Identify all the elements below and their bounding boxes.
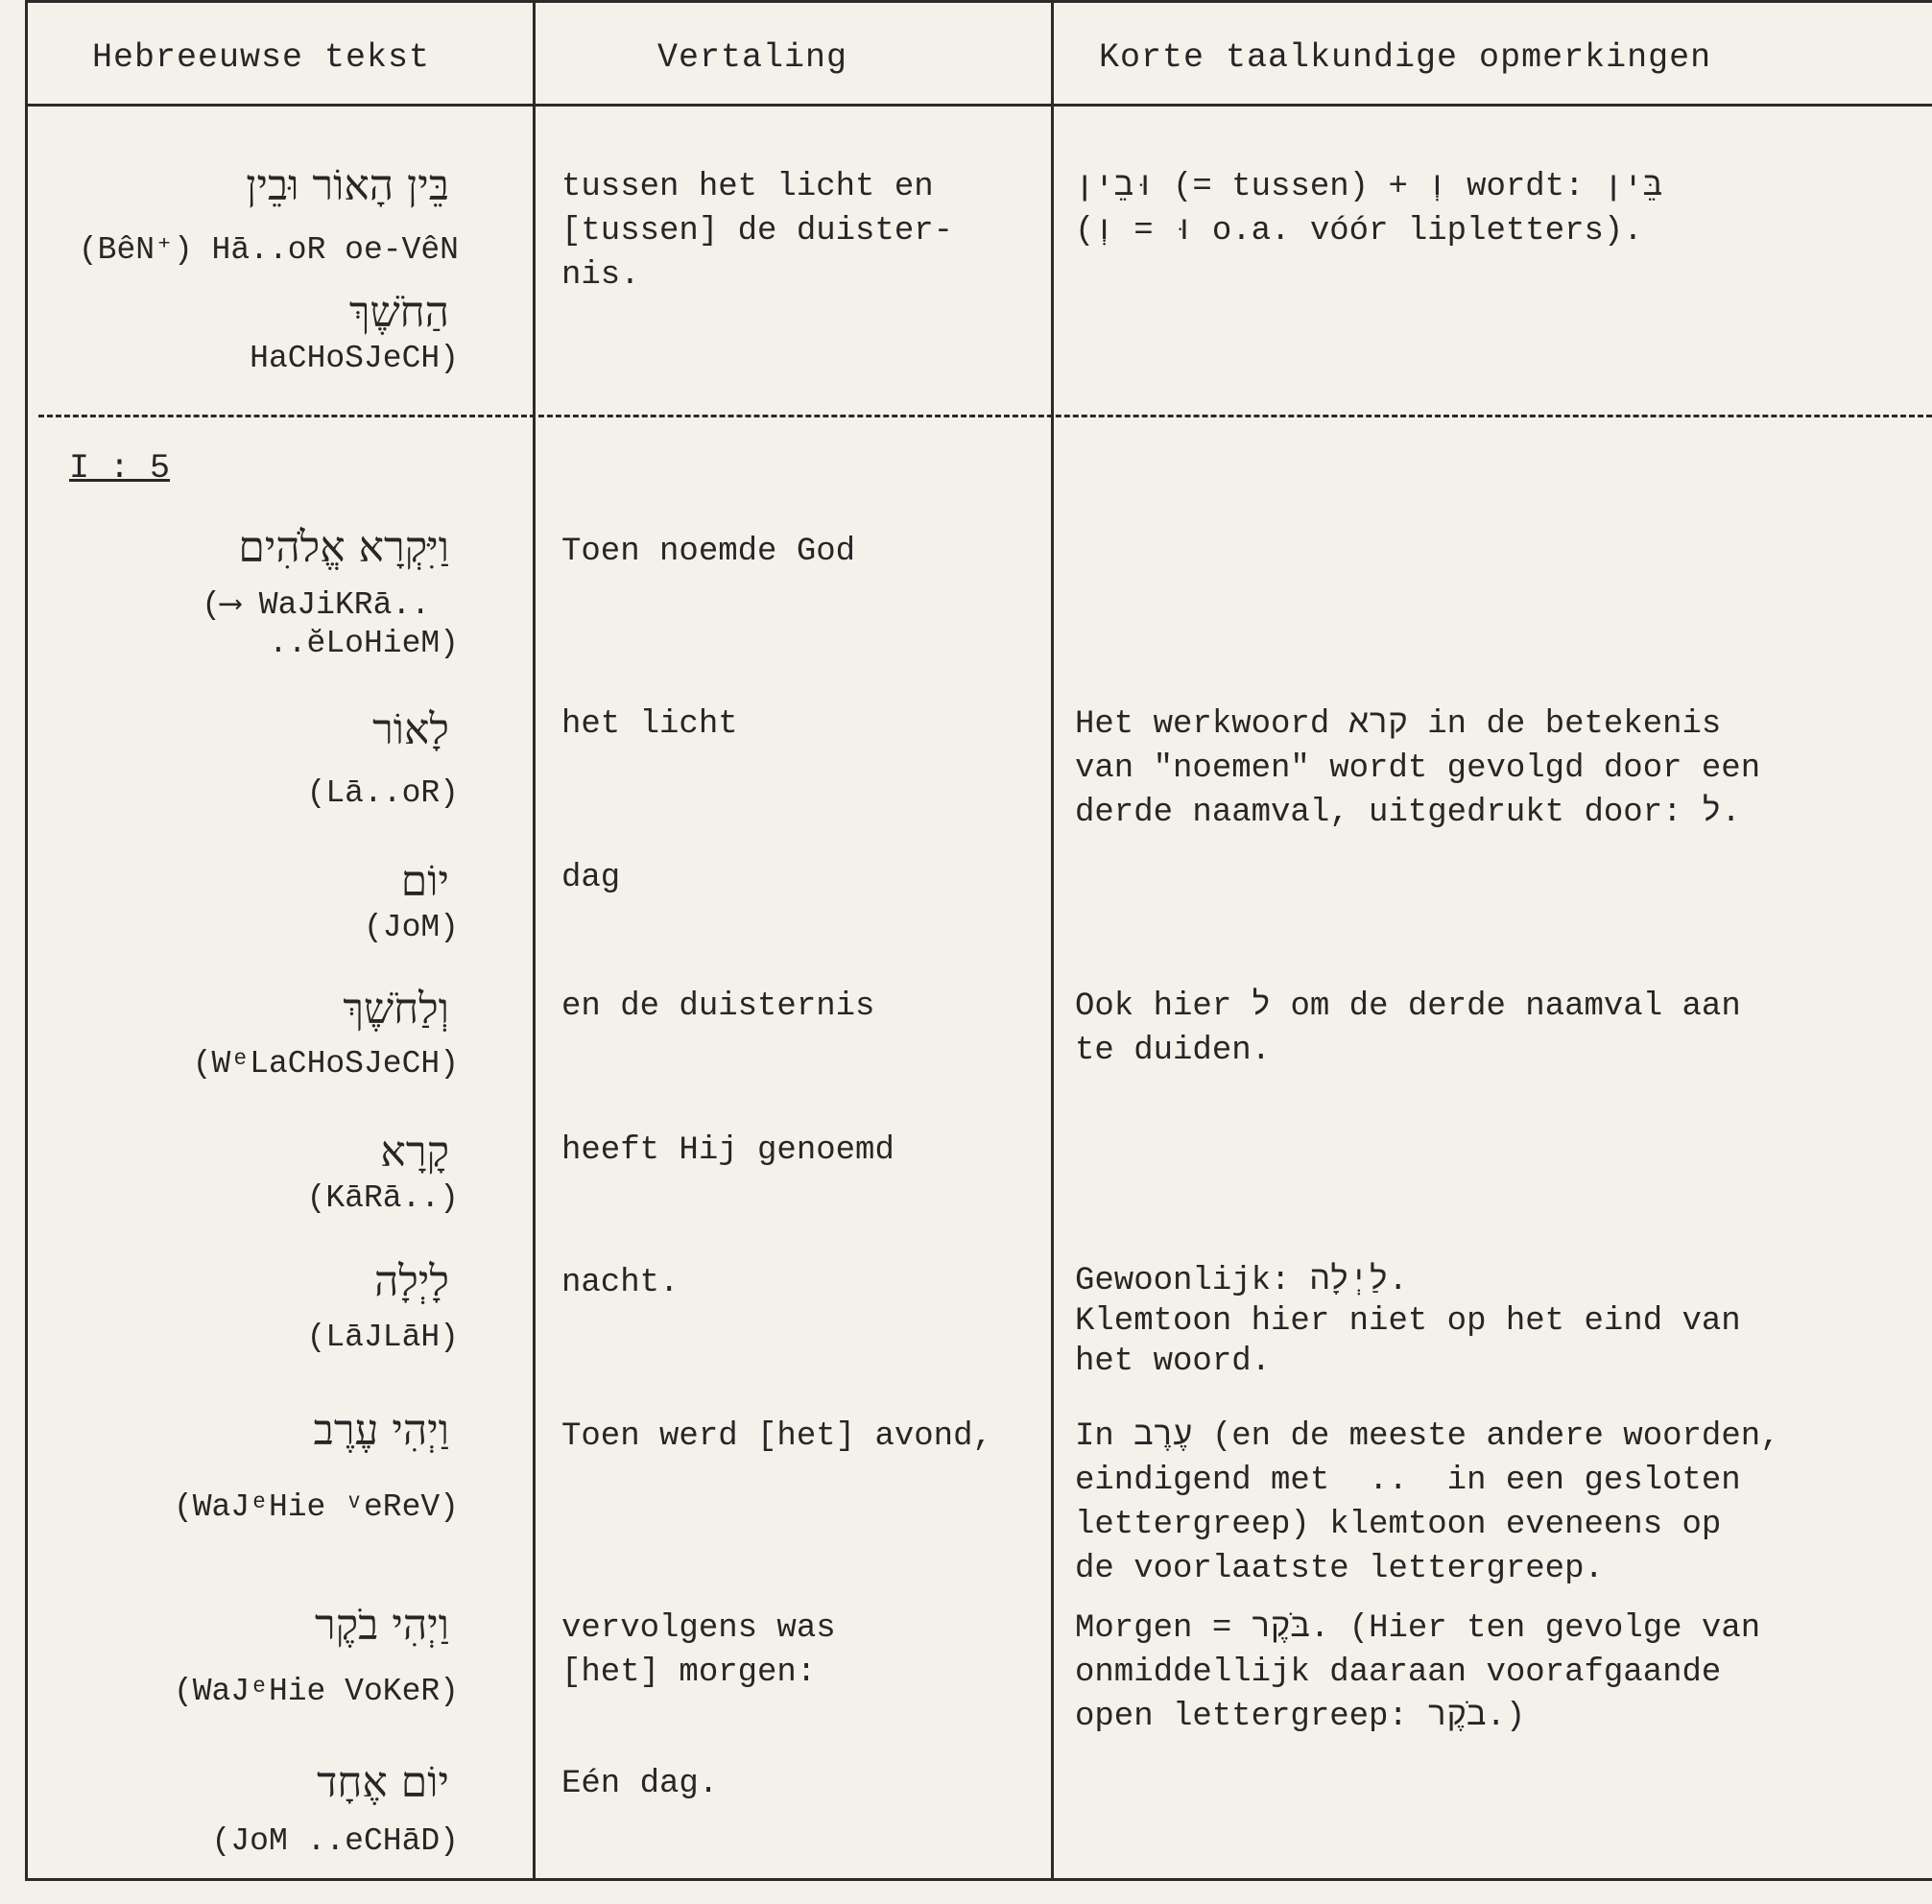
translation-text: Eén dag. xyxy=(561,1766,719,1802)
transliteration: (JoM) xyxy=(363,910,459,945)
transliteration: (WaJᵉHie VoKeR) xyxy=(173,1674,459,1709)
translation-text: Toen werd [het] avond, xyxy=(561,1418,992,1455)
translation-text: nacht. xyxy=(561,1265,680,1301)
transliteration: (KāRā..) xyxy=(306,1180,459,1216)
transliteration: (WaJᵉHie ᵛeReV) xyxy=(173,1489,459,1525)
header-notes: Korte taalkundige opmerkingen xyxy=(1099,38,1712,77)
translation-text: vervolgens was [het] morgen: xyxy=(561,1610,836,1691)
note-text: In עֶרֶב (en de meeste andere woorden, eindigend met .. in een gesloten lettergreep) klemtoon eveneens op de voorlaatste lettergreep. xyxy=(1075,1418,1780,1587)
translation-text: tussen het licht en [tussen] de duister- nis. xyxy=(561,169,954,294)
transliteration-continued: ..ĕLoHieM) xyxy=(268,626,459,661)
note-text: Gewoonlijk: לַיְלָה. Klemtoon hier niet op het eind van het woord. xyxy=(1075,1263,1741,1380)
translation-text: heeft Hij genoemd xyxy=(561,1132,894,1169)
transliteration: (WᵉLaCHoSJeCH) xyxy=(192,1046,459,1082)
translation-text: het licht xyxy=(561,706,738,743)
transliteration: (JoM ..eCHāD) xyxy=(211,1823,459,1859)
hebrew-word: בֵּין הָאוֹר וּבֵין xyxy=(246,161,449,210)
column-divider-1 xyxy=(533,0,536,1881)
hebrew-word: לָאוֹר xyxy=(372,705,449,754)
hebrew-word: יוֹם אֶחָד xyxy=(317,1758,449,1807)
hebrew-word: וְלַחֹשֶׁךְ xyxy=(343,985,449,1034)
note-text: וּבֵין (= tussen) + וְ wordt: בֵּין (וּ = וְ o.a. vóór lipletters). xyxy=(1075,169,1663,250)
column-divider-2 xyxy=(1051,0,1054,1881)
transliteration: (BêN⁺) Hā..oR oe-VêN xyxy=(78,232,459,268)
hebrew-word: וַיְהִי עֶרֶב xyxy=(313,1406,449,1455)
header-divider xyxy=(25,104,1932,107)
translation-text: dag xyxy=(561,860,621,896)
note-text: Morgen = בֹּקֶר. (Hier ten gevolge van onmiddellijk daaraan voorafgaande open lettergreep: בֹקֶר.) xyxy=(1075,1610,1761,1735)
header-translation: Vertaling xyxy=(657,38,848,77)
transliteration: HaCHoSJeCH) xyxy=(250,341,459,376)
hebrew-word: לָיְלָה xyxy=(373,1257,449,1306)
section-dashed-divider xyxy=(38,415,1932,417)
note-text: Ook hier ל om de derde naamval aan te duiden. xyxy=(1075,988,1741,1069)
table-frame xyxy=(25,0,1932,1881)
transliteration: (Lā..oR) xyxy=(306,775,459,811)
hebrew-word: יוֹם xyxy=(400,857,449,906)
hebrew-word: וַיִּקְרָא אֱלֹהִים xyxy=(238,523,449,572)
translation-text: en de duisternis xyxy=(561,988,875,1025)
verse-reference: I : 5 xyxy=(69,449,171,488)
hebrew-word: הַחֹשֶׁךְ xyxy=(348,288,449,337)
transliteration: (⟶ WaJiKRā.. xyxy=(202,587,430,623)
translation-text: Toen noemde God xyxy=(561,534,856,570)
header-hebrew-text: Hebreeuwse tekst xyxy=(92,38,431,77)
transliteration: (LāJLāH) xyxy=(306,1320,459,1355)
hebrew-word: קָרָא xyxy=(380,1128,449,1177)
note-text: Het werkwoord קרא in de betekenis van "noemen" wordt gevolgd door een derde naamval, uitgedrukt door: ל. xyxy=(1075,706,1761,831)
hebrew-word: וַיְהִי בֹקֶר xyxy=(315,1601,449,1650)
